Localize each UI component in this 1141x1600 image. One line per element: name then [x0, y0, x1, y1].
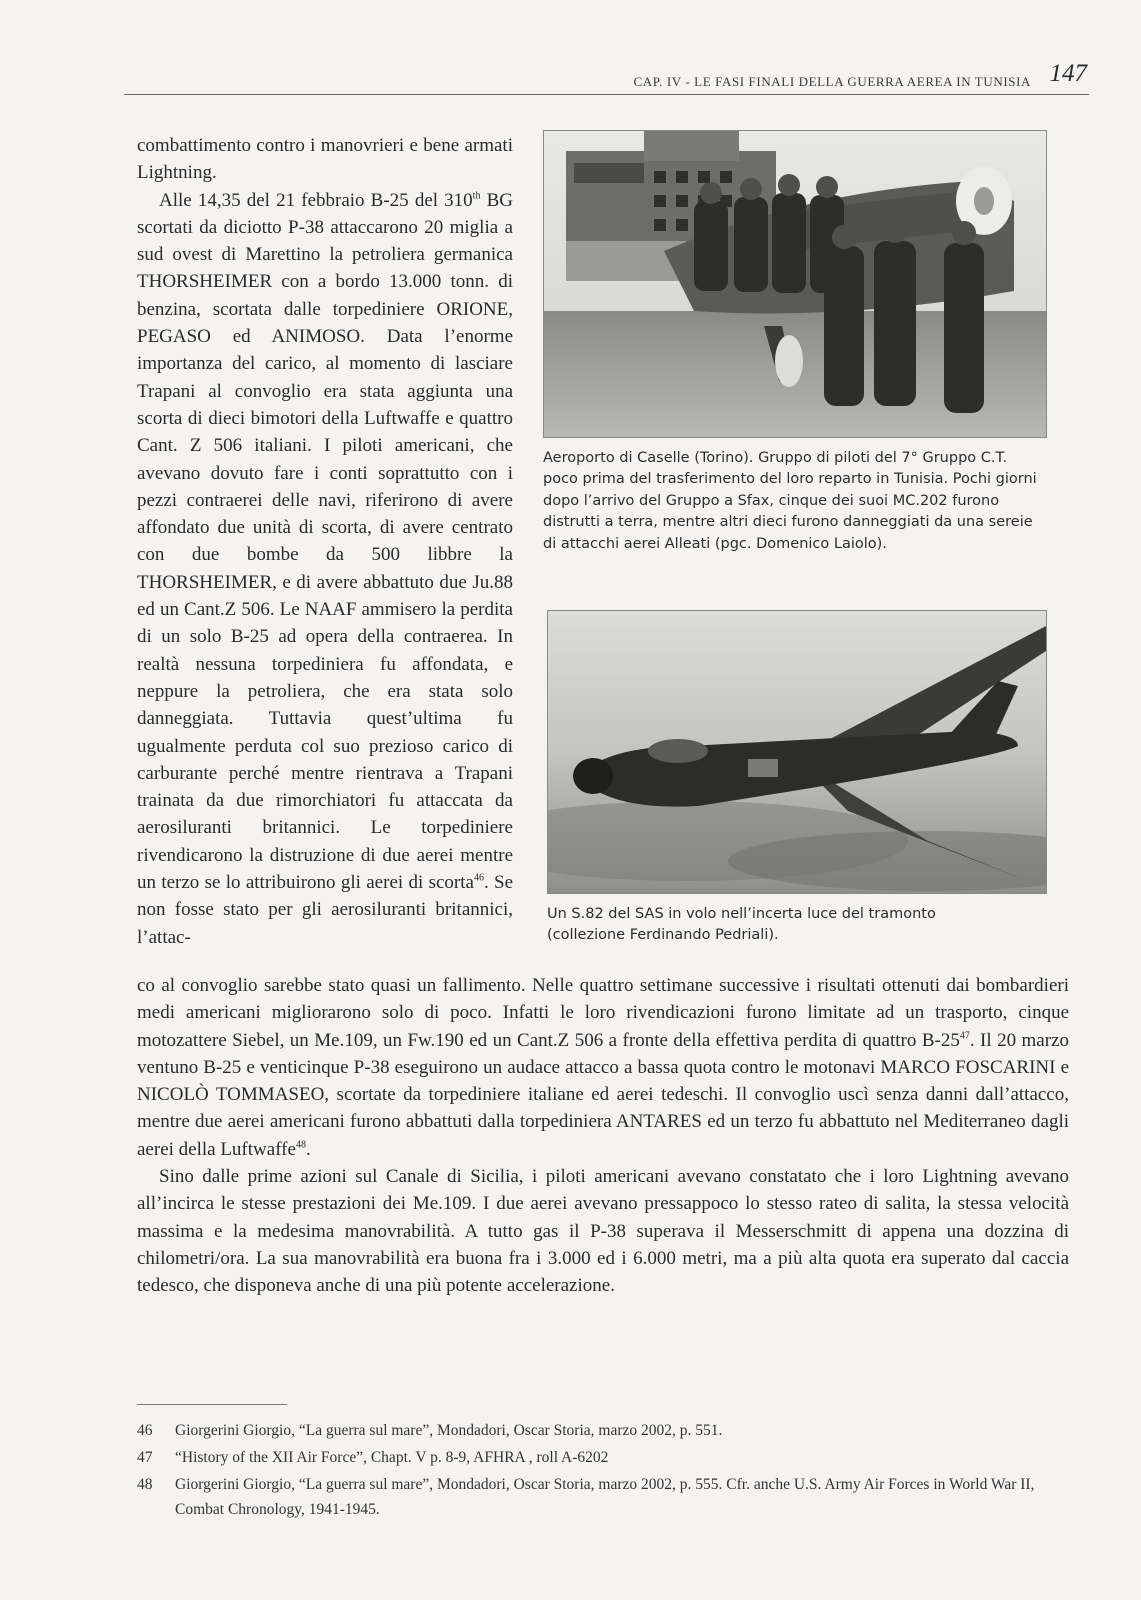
superscript: th — [472, 190, 481, 202]
paragraph: Sino dalle prime azioni sul Canale di Sicilia, i piloti americani avevano constatato che i loro Lightning avevano all’incirca le stesse prestazioni dei Me.109. I due aerei avevano pressappoco lo stesso rateo di salita, la stessa velocità massima e la medesima manovrabilità. A tutto gas il P-38 superava il Messerschmitt di appena una dozzina di chilometri/ora. La sua manovrabilità era buona fra i 3.000 ed i 6.000 metri, ma a più alta quota era superato dal caccia tedesco, che disponeva anche di una più potente accelerazione. — [137, 1166, 1069, 1297]
text-run: co al convoglio sarebbe stato quasi un fallimento. Nelle quattro settimane successive i risultati ottenuti dai bombardieri medi americani migliorarono solo di poco. Infatti le loro rivendicazioni furono limitate ad un trasporto, cinque motozattere Siebel, un Me.109, un Fw.190 ed un Cant.Z 506 a fronte della effettiva perdita di quattro B-25 — [137, 975, 1069, 1051]
footnote-48 — [137, 1472, 1069, 1522]
pilots-photo-illustration — [544, 131, 1046, 437]
paragraph — [137, 187, 513, 951]
text-run: . — [305, 1138, 311, 1160]
footnote-divider — [137, 1404, 287, 1405]
running-title: CAP. IV - LE FASI FINALI DELLA GUERRA AEREA IN TUNISIA — [633, 74, 1031, 89]
footnote-number: 46 — [137, 1422, 153, 1439]
footnote-ref-46[interactable]: 46 — [473, 872, 484, 884]
text-run: . Se non fosse stato per gli aerosiluranti britannici, l’attac- — [137, 872, 514, 948]
s82-photo-illustration — [548, 611, 1046, 893]
column-text — [137, 132, 513, 951]
text-run: . Il 20 marzo ventuno B-25 e venticinque P-38 eseguirono un audace attacco a bassa quota contro le motonavi MARCO FOSCARINI e NICOLÒ TOMMASEO, scortate da torpediniere italiane ed aerei tedeschi. Il convoglio uscì senza danni dall’attacco, mentre due aerei americani furono abbattuti dalla torpediniera ANTARES ed un terzo fu abbattuto nel Mediterraneo dagli aerei della Luftwaffe — [137, 1029, 1069, 1160]
footnote-text: Giorgerini Giorgio, “La guerra sul mare”, Mondadori, Oscar Storia, marzo 2002, p. 555. Cfr. anche U.S. Army Air Forces in World War II, Combat Chronology, 1941-1945. — [175, 1476, 1035, 1518]
footnote-46 — [137, 1418, 1069, 1443]
footnotes — [137, 1418, 1069, 1524]
footnote-47 — [137, 1445, 1069, 1470]
running-header — [124, 60, 1089, 95]
footnote-text: Giorgerini Giorgio, “La guerra sul mare”, Mondadori, Oscar Storia, marzo 2002, p. 551. — [175, 1422, 723, 1439]
footnote-text: “History of the XII Air Force”, Chapt. V p. 8-9, AFHRA , roll A-6202 — [175, 1449, 609, 1466]
paragraph: combattimento contro i manovrieri e bene armati Lightning. — [137, 135, 513, 184]
footnote-number: 48 — [137, 1476, 153, 1493]
paragraph — [137, 972, 1069, 1163]
photo-pilots — [543, 130, 1047, 438]
page-number: 147 — [1049, 60, 1087, 87]
caption-text: Aeroporto di Caselle (Torino). Gruppo di piloti del 7° Gruppo C.T. poco prima del trasferimento del loro reparto in Tunisia. Pochi giorni dopo l’arrivo del Gruppo a Sfax, cinque dei suoi MC.202 furono distrutti a terra, mentre altri dieci furono danneggiati da una sereie di attacchi aerei Alleati (pgc. Domenico Laiolo). — [543, 450, 1037, 552]
text-run: BG scortati da diciotto P-38 attaccarono 20 miglia a sud ovest di Marettino la petroliera germanica THORSHEIMER con a bordo 13.000 tonn. di benzina, scortata dalle torpediniere ORIONE, PEGASO ed ANIMOSO. Data l’enorme importanza del carico, al momento di lasciare Trapani al convoglio era stata aggiunta una scorta di dieci bimotori della Luftwaffe e quattro Cant. Z 506 italiani. I piloti americani, che avevano dovuto fare i conti soprattutto con i pezzi contraerei delle navi, riferirono di avere affondato due unità di scorta, di avere centrato con due bombe da 500 libbre la THORSHEIMER, e di avere abbattuto due Ju.88 ed un Cant.Z 506. Le NAAF ammisero la perdita di un solo B-25 ad opera della contraerea. In realtà nessuna torpediniera fu affondata, e neppure la petroliera, che era stata solo danneggiata. Tuttavia quest’ultima fu ugualmente perduta col suo prezioso carico di carburante perché mentre rientrava a Trapani trainata da due rimorchiatori fu attaccata da aerosiluranti britannici. Le torpediniere rivendicarono la distruzione di due aerei mentre un terzo se lo attribuirono gli aerei di scorta — [137, 189, 513, 894]
text-run: Alle 14,35 del 21 febbraio B-25 del 310 — [159, 189, 473, 211]
caption-s82 — [547, 904, 947, 947]
footnote-ref-47[interactable]: 47 — [959, 1030, 970, 1042]
footnote-number: 47 — [137, 1449, 153, 1466]
footnote-ref-48[interactable]: 48 — [295, 1139, 306, 1151]
caption-pilots — [543, 448, 1045, 555]
full-width-text — [137, 972, 1069, 1300]
caption-text: Un S.82 del SAS in volo nell’incerta luce del tramonto (collezione Ferdinando Pedriali). — [547, 906, 936, 944]
photo-s82 — [547, 610, 1047, 894]
